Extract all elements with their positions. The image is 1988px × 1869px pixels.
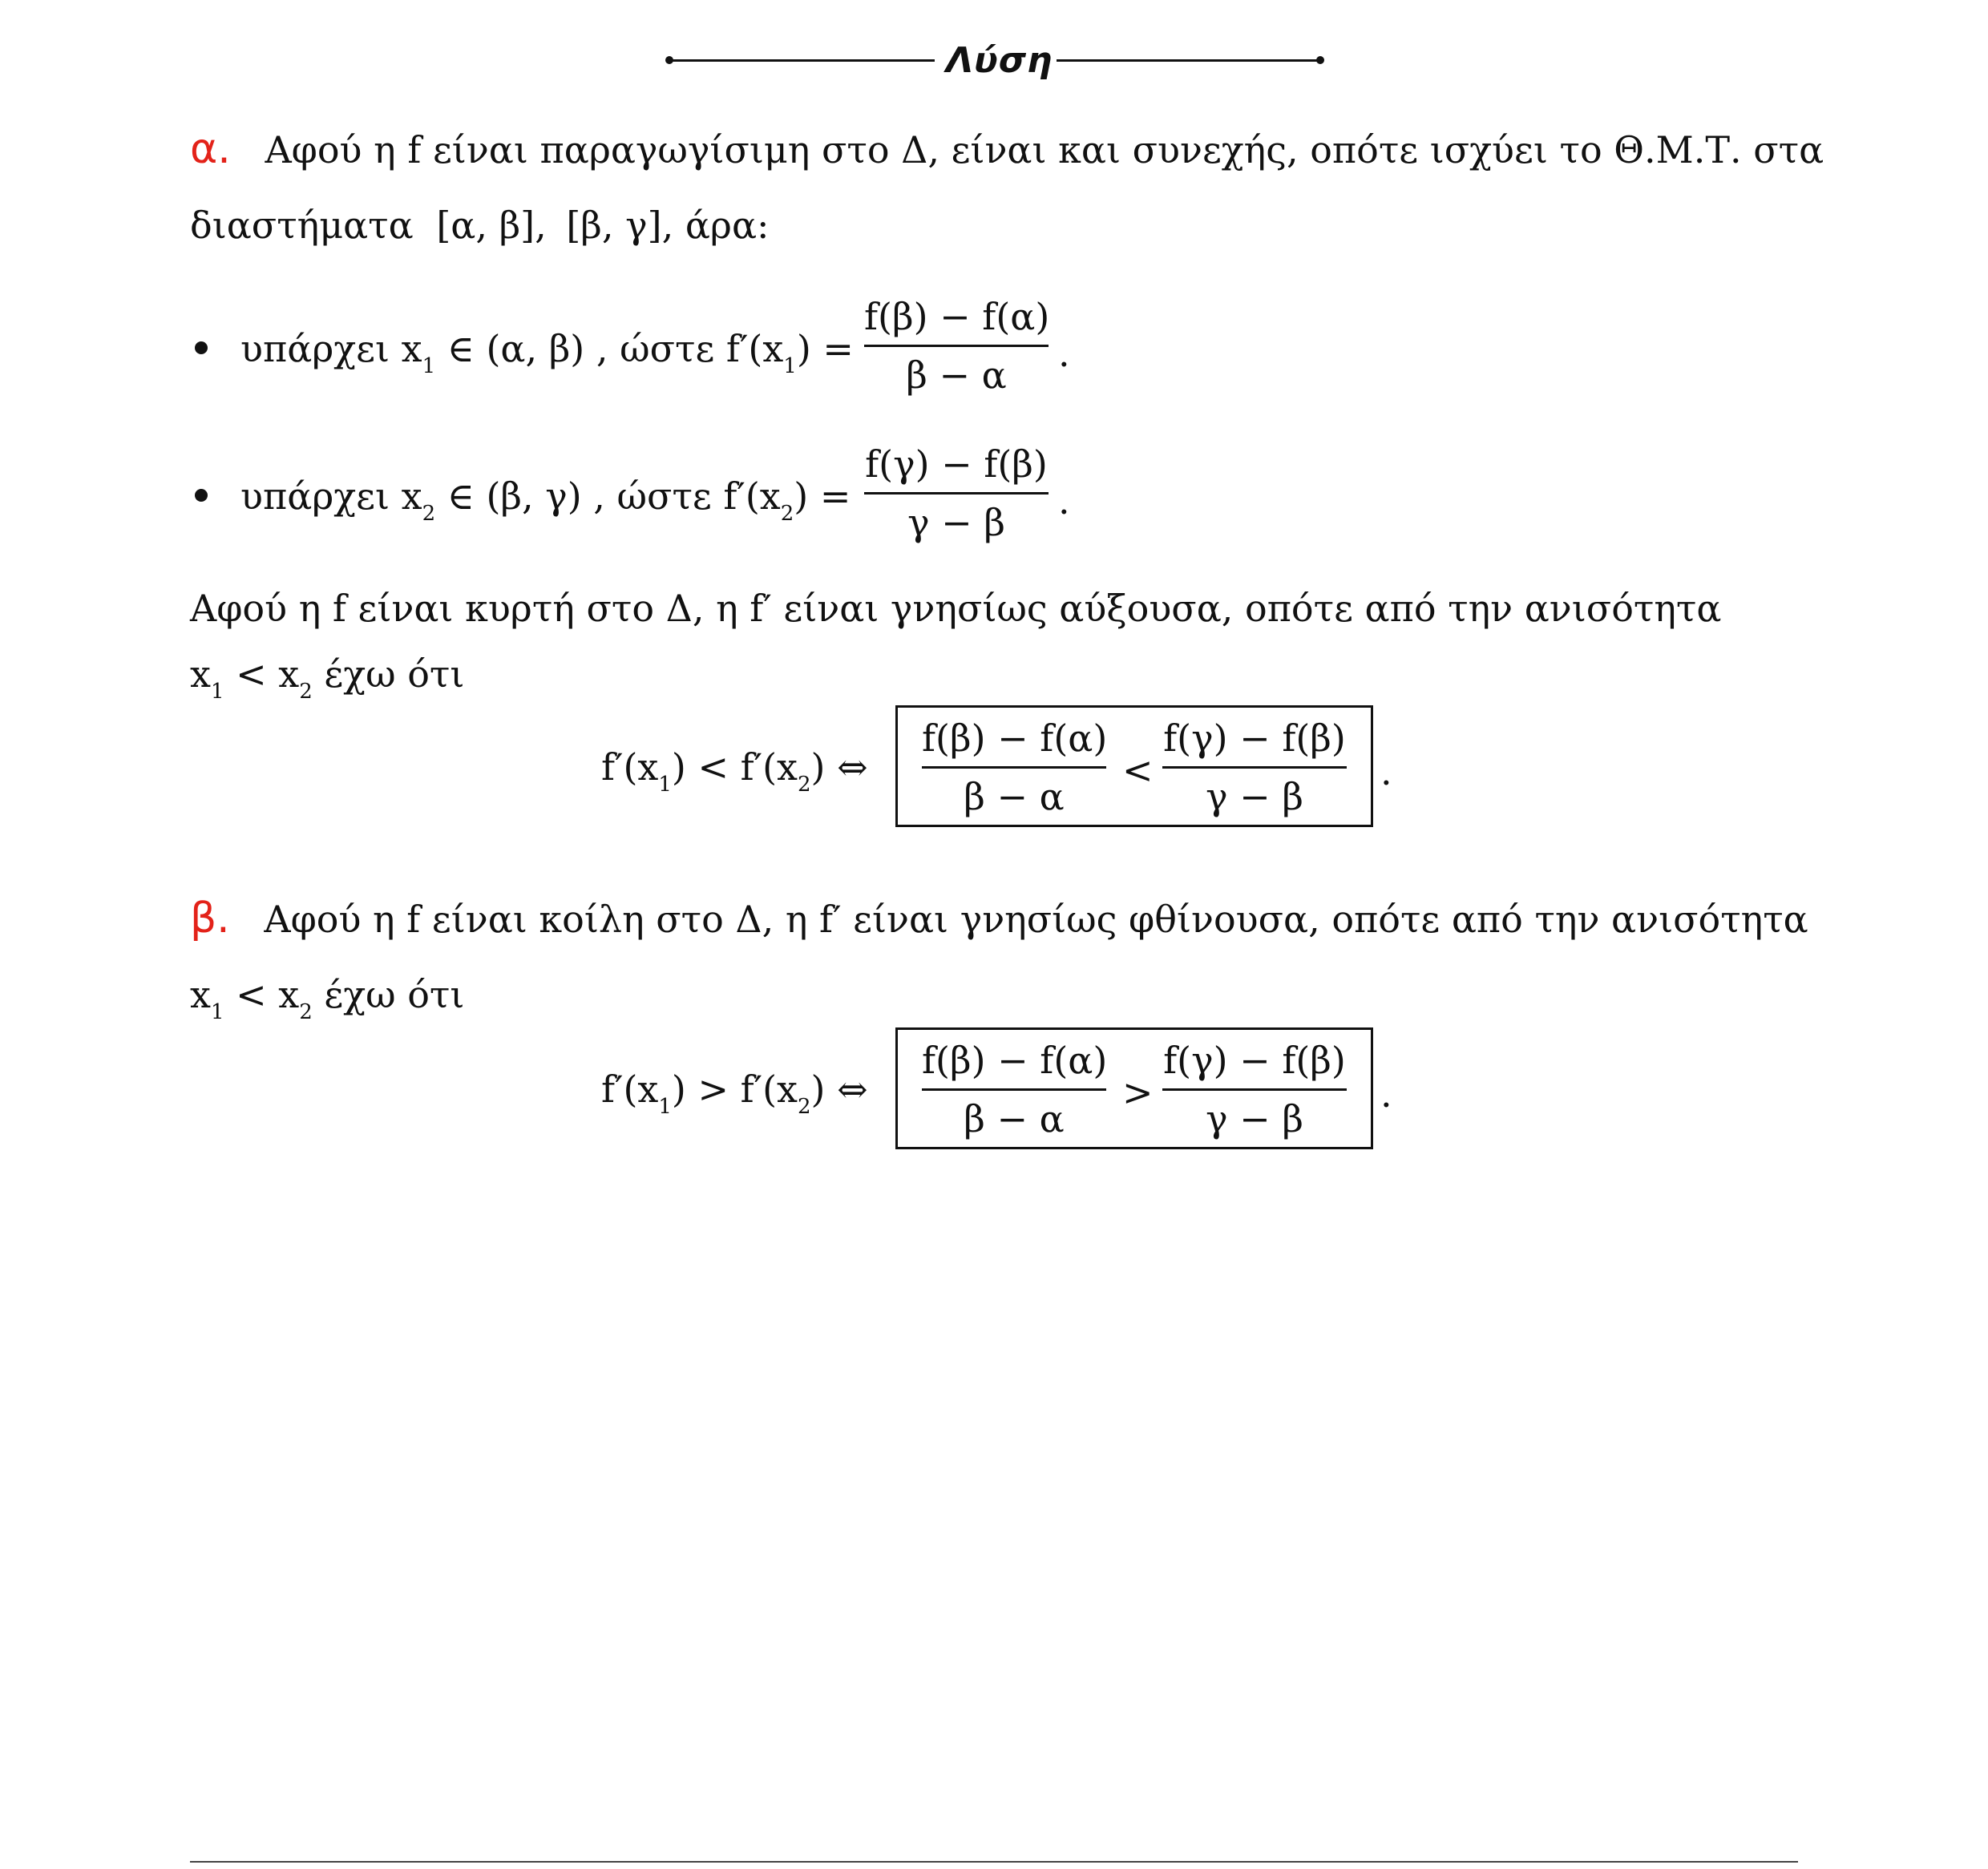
- bullet-2-rel-sub: 2: [780, 502, 794, 526]
- part-b-line1-text: Αφού η f είναι κοίλη στο Δ, η f′ είναι γνησίως φθίνουσα, οπότε από την ανισότητα: [264, 898, 1808, 941]
- bullet-1-rel-sub: 1: [783, 354, 797, 378]
- interval-1: [α, β]: [436, 204, 535, 247]
- result-b-lhs-sub1: 1: [658, 1095, 672, 1119]
- heading-right-dot: [1316, 56, 1324, 64]
- result-b-lhs-sub2: 2: [798, 1095, 811, 1119]
- bullet-2-marker: [195, 489, 208, 502]
- part-b-label: β.: [190, 894, 230, 943]
- result-b-fraction-1: [922, 1039, 1108, 1140]
- result-b-period: .: [1380, 1072, 1392, 1116]
- result-a-lhs-c: ) ⇔: [810, 745, 868, 789]
- footer-rule: [190, 1861, 1798, 1863]
- result-b-lhs-c: ) ⇔: [810, 1068, 868, 1111]
- b-ineq-x1: x: [190, 973, 211, 1016]
- bullet-2-text: [240, 474, 851, 526]
- bullet-1-denominator: β − α: [906, 353, 1007, 397]
- part-a-line2: [190, 204, 770, 247]
- result-a-fraction-1: [922, 717, 1108, 818]
- result-b-num-2: f(γ) − f(β): [1163, 1039, 1346, 1082]
- result-b-num-1: f(β) − f(α): [922, 1039, 1108, 1082]
- interval-separator: ,: [535, 204, 547, 247]
- result-a-period: .: [1380, 750, 1392, 793]
- bullet-1-rel-end: ) =: [796, 327, 854, 370]
- part-a-label: α.: [190, 125, 231, 173]
- bullet-2-fraction: [864, 442, 1049, 544]
- result-a-den-1: β − α: [964, 775, 1065, 818]
- bullet-1-fraction-bar: [864, 345, 1049, 347]
- ineq-x1: x: [190, 652, 211, 696]
- result-b-den-1: β − α: [964, 1097, 1065, 1140]
- result-a-relation: <: [1122, 749, 1154, 792]
- result-b-lhs-b: ) > f′(x: [671, 1068, 798, 1111]
- result-b-bar-1: [922, 1088, 1106, 1091]
- part-a-paragraph: Αφού η f είναι κυρτή στο Δ, η f′ είναι γνησίως αύξουσα, οπότε από την ανισότητα: [190, 587, 1722, 630]
- part-a-line2-prefix: διαστήματα: [190, 204, 414, 247]
- bullet-1-rel: ∈ (α, β) , ώστε f′(x: [446, 327, 784, 370]
- bullet-1-text: [240, 327, 854, 378]
- heading-title: Λύση: [946, 40, 1053, 81]
- bullet-1-lead: υπάρχει x: [240, 327, 422, 370]
- result-b-fraction-2: [1162, 1039, 1347, 1140]
- result-a-lhs-b: ) < f′(x: [671, 745, 798, 789]
- result-a-lhs-sub1: 1: [658, 773, 672, 797]
- interval-2: [β, γ]: [566, 204, 662, 247]
- bullet-2-denominator: γ − β: [907, 501, 1005, 544]
- bullet-1-sub: 1: [422, 354, 436, 378]
- bullet-2-fraction-bar: [864, 492, 1049, 494]
- result-b-lhs: [601, 1068, 868, 1119]
- b-ineq-lt: < x: [224, 973, 300, 1016]
- result-b-relation: >: [1122, 1071, 1154, 1114]
- ineq-end: έχω ότι: [312, 652, 465, 696]
- result-a-bar-2: [1162, 766, 1347, 769]
- part-b-line1: [190, 894, 1808, 943]
- heading-left-rule: [670, 59, 935, 62]
- bullet-1-numerator: f(β) − f(α): [864, 295, 1050, 338]
- b-ineq-end: έχω ότι: [312, 973, 465, 1016]
- part-a-line2-suffix: , άρα:: [661, 204, 770, 247]
- bullet-2-rel: ∈ (β, γ) , ώστε f′(x: [446, 474, 781, 518]
- result-a-num-1: f(β) − f(α): [922, 717, 1108, 760]
- bullet-2-lead: υπάρχει x: [240, 474, 422, 518]
- part-a-line1-text: Αφού η f είναι παραγωγίσιμη στο Δ, είναι και συνεχής, οπότε ισχύει το Θ.Μ.Τ. στα: [265, 128, 1824, 172]
- result-a-lhs: [601, 745, 868, 797]
- bullet-1-marker: [195, 341, 208, 354]
- bullet-1-fraction: [864, 295, 1050, 397]
- part-a-inequality: [190, 652, 465, 704]
- result-b-bar-2: [1162, 1088, 1347, 1091]
- bullet-2-sub: 2: [422, 502, 436, 526]
- heading-right-rule: [1057, 59, 1321, 62]
- solution-heading: [0, 34, 1988, 90]
- ineq-sub2: 2: [299, 680, 313, 704]
- part-a-line1: [190, 125, 1824, 173]
- ineq-sub1: 1: [210, 680, 224, 704]
- bullet-1-period: .: [1058, 332, 1070, 375]
- result-a-bar-1: [922, 766, 1106, 769]
- bullet-2-rel-end: ) =: [794, 474, 851, 518]
- result-b-den-2: γ − β: [1206, 1097, 1303, 1140]
- result-a-lhs-sub2: 2: [798, 773, 811, 797]
- ineq-lt: < x: [224, 652, 300, 696]
- bullet-2-numerator: f(γ) − f(β): [865, 442, 1048, 486]
- result-b-lhs-a: f′(x: [601, 1068, 659, 1111]
- bullet-2-period: .: [1058, 479, 1070, 523]
- result-a-num-2: f(γ) − f(β): [1163, 717, 1346, 760]
- result-a-fraction-2: [1162, 717, 1347, 818]
- b-ineq-sub1: 1: [210, 1000, 224, 1024]
- result-a-den-2: γ − β: [1206, 775, 1303, 818]
- b-ineq-sub2: 2: [299, 1000, 313, 1024]
- part-b-inequality: [190, 973, 465, 1024]
- result-a-lhs-a: f′(x: [601, 745, 659, 789]
